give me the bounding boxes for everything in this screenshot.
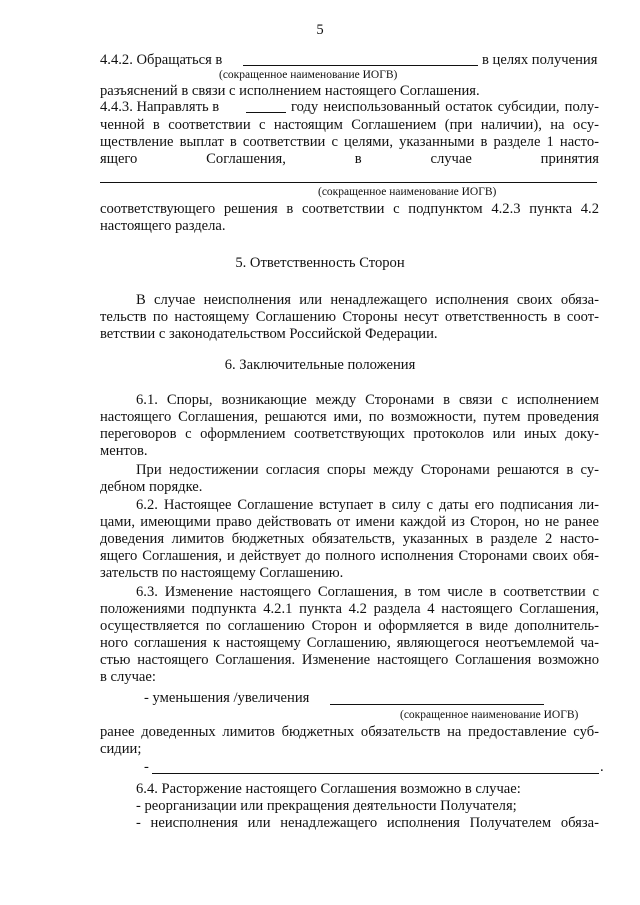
p443-line6: настоящего раздела. (100, 218, 226, 234)
p63-line4: ного соглашения к настоящему Соглашению, являющегося неотъемлемой ча- (100, 635, 599, 651)
p61-line4: ментов. (100, 443, 148, 459)
p442-caption: (сокращенное наименование ИОГВ) (219, 69, 398, 81)
s5-line2: тельств по настоящему Соглашению Стороны несут ответственность в соот- (100, 309, 599, 325)
p64-line1: 6.4. Расторжение настоящего Соглашения возможно в случае: (136, 781, 521, 797)
p62-line5: зательств по настоящему Соглашению. (100, 565, 344, 581)
dash-blank: - (144, 759, 149, 775)
s5-line3: ветствии с законодательством Российской Федерации. (100, 326, 438, 342)
bullet-change-blank (330, 704, 544, 705)
p443-line2: ченной в соответствии с настоящим Соглашением (при наличии), на осу- (100, 117, 599, 133)
p63-tail-line2: сидии; (100, 741, 142, 757)
p64-line3: - неисполнения или ненадлежащего исполнения Получателем обяза- (136, 815, 599, 831)
p443-year-blank (246, 112, 286, 113)
p62-line2: цами, имеющими право действовать от имени каждой из Сторон, но не ранее (100, 514, 599, 530)
p442-line2: разъяснений в связи с исполнением настоящего Соглашения. (100, 83, 480, 99)
section6-title: 6. Заключительные положения (224, 357, 416, 373)
p63-line3: осуществляется по соглашению Сторон и оформляется в виде дополнитель- (100, 618, 599, 634)
p61b-line1: При недостижении согласия споры между Сторонами решаются в су- (136, 462, 599, 478)
dash-blank-end: . (600, 759, 604, 775)
p61-line2: настоящего Соглашения, решаются ими, по возможности, путем проведения (100, 409, 599, 425)
page-number: 5 (316, 22, 324, 38)
p63-line6: в случае: (100, 669, 156, 685)
p61b-line2: дебном порядке. (100, 479, 203, 495)
bullet-change: - уменьшения /увеличения (144, 690, 310, 706)
p63-line2: положениями подпункта 4.2.1 пункта 4.2 раздела 4 настоящего Соглашения, (100, 601, 599, 617)
p442-blank-line (243, 65, 478, 66)
dash-blank-line (152, 773, 599, 774)
p443-line4: ящего Соглашения, в случае принятия (100, 151, 599, 167)
p443-line5: соответствующего решения в соответствии с подпунктом 4.2.3 пункта 4.2 (100, 201, 599, 217)
p63-line5: стью настоящего Соглашения. Изменение настоящего Соглашения возможно (100, 652, 599, 668)
bullet-change-caption: (сокращенное наименование ИОГВ) (400, 709, 579, 721)
p62-line3: доведения лимитов бюджетных обязательств, указанных в разделе 2 насто- (100, 531, 599, 547)
p63-tail-line1: ранее доведенных лимитов бюджетных обязательств на предоставление суб- (100, 724, 599, 740)
p62-line1: 6.2. Настоящее Соглашение вступает в силу с даты его подписания ли- (136, 497, 599, 513)
p443-line1b: году неиспользованный остаток субсидии, полу- (291, 99, 599, 115)
p443-caption: (сокращенное наименование ИОГВ) (318, 186, 497, 198)
p443-blank-line (100, 182, 597, 183)
p442-after: в целях получения (482, 52, 598, 68)
p63-line1: 6.3. Изменение настоящего Соглашения, в том числе в соответствии с (136, 584, 599, 600)
section5-title: 5. Ответственность Сторон (235, 255, 405, 271)
p61-line1: 6.1. Споры, возникающие между Сторонами в связи с исполнением (136, 392, 599, 408)
p442-before: 4.4.2. Обращаться в (100, 52, 223, 68)
p61-line3: переговоров с оформлением соответствующих протоколов или иных доку- (100, 426, 599, 442)
p443-line1a: 4.4.3. Направлять в (100, 99, 220, 115)
p64-line2: - реорганизации или прекращения деятельности Получателя; (136, 798, 517, 814)
s5-line1: В случае неисполнения или ненадлежащего исполнения своих обяза- (136, 292, 599, 308)
p62-line4: ящего Соглашения, и действует до полного исполнения Сторонами своих обя- (100, 548, 599, 564)
p443-line3: ществление выплат в соответствии с целями, указанными в разделе 1 насто- (100, 134, 599, 150)
